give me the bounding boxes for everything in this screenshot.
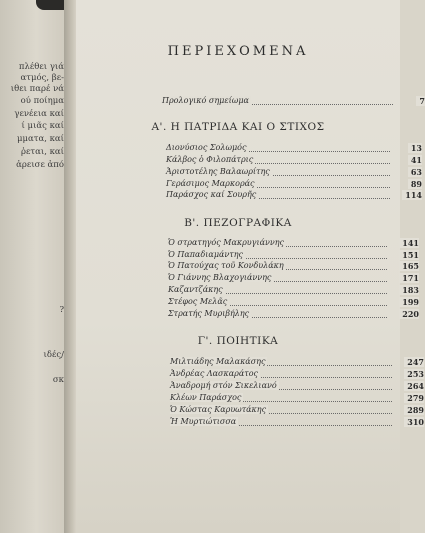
toc-entry-label: Καζαντζάκης [168,285,223,294]
toc-entry-page: 151 [399,250,419,260]
left-page-line: ῥεται, καί [21,147,64,157]
toc-entry-label: Κλέων Παράσχος [170,393,242,402]
left-page-line: γενέεια καί [14,109,64,119]
toc-entry [170,369,424,381]
left-page-line: μματα, καί [16,134,64,144]
left-page-line: ἀρεισε ἀπό [16,160,64,170]
section-heading-a: Α'. Η ΠΑΤΡΙΔΑ ΚΑΙ Ο ΣΤΙΧΟΣ [151,121,325,133]
toc-entry-label: Ὁ Παπαδιαμάντης [168,250,243,259]
toc-entry-label: Ὁ Γιάννης Βλαχογιάννης [168,273,272,282]
toc-entry [170,417,424,429]
section-heading-c: Γ'. ΠΟΙΗΤΙΚΑ [197,335,279,347]
toc-entry-label: Στρατής Μυριβήλης [168,309,250,318]
toc-entry [170,381,424,393]
toc-entry [168,297,419,309]
toc-entry-label: Ὁ Κώστας Καρυωτάκης [170,405,267,414]
right-page [76,0,425,533]
section-heading-b: Β'. ΠΕΖΟΓΡΑΦΙΚΑ [184,217,292,229]
toc-entry-page: 253 [404,369,424,379]
toc-entry-label: Παράσχος καί Σουρῆς [166,190,257,199]
toc-entry [166,167,422,179]
toc-entry [170,405,424,417]
toc-entry [166,143,422,155]
left-page-line: ? [59,305,64,315]
toc-entry-label: Ἀριστοτέλης Βαλαωρίτης [166,167,270,176]
toc-entry [166,155,422,167]
toc-entry-label: Ὁ Πατούχας τοῦ Κονδυλάκη [168,261,284,270]
toc-entry-page: 63 [408,167,422,177]
left-page-line: πλέθει γιά [18,62,64,72]
toc-entry-page: 141 [399,238,419,248]
left-page-line: ί μιᾶς καί [21,121,64,131]
left-page [0,0,66,533]
toc-entry-page: 247 [404,357,424,367]
toc-entry-page: 7 [416,96,425,106]
toc-entry-page: 199 [399,297,419,307]
toc-entry-prologue [162,96,425,108]
toc-entry-label: Ὁ στρατηγός Μακρυγιάννης [168,238,284,247]
toc-entry [168,261,419,273]
toc-entry [168,238,419,250]
toc-entry [170,393,424,405]
left-page-line: ιδές/ [43,350,64,360]
toc-entry-label: Γεράσιμος Μαρκοράς [166,179,255,188]
toc-entry-page: 220 [399,309,419,319]
left-page-line: ού ποίημα [20,96,64,106]
toc-entry-page: 13 [408,143,422,153]
toc-entry-page: 264 [404,381,424,391]
toc-entry-label: Ἡ Μυρτιώτισσα [170,417,237,426]
toc-entry-page: 183 [399,285,419,295]
toc-entry [170,357,424,369]
toc-entry-page: 171 [399,273,419,283]
toc-entry-page: 114 [402,190,422,200]
toc-entry-page: 279 [404,393,424,403]
toc-entry [168,273,419,285]
toc-entry [168,309,419,321]
left-page-line: ιθει παρέ νά [10,84,64,94]
toc-entry-label: Διονύσιος Σολωμός [166,143,247,152]
toc-entry-page: 289 [404,405,424,415]
toc-entry-page: 310 [404,417,424,427]
toc-entry-page: 89 [408,179,422,189]
toc-entry-label: Κάλβος ὁ Φιλοπάτρις [166,155,254,164]
toc-entry-label: Μιλτιάδης Μαλακάσης [170,357,266,366]
toc-title: ΠΕΡΙΕΧΟΜΕΝΑ [167,44,309,59]
toc-entry-label: Ἀναδρομή στόν Σικελιανό [170,381,277,390]
toc-entry-label: Ἀνδρέας Λασκαράτος [170,369,258,378]
toc-entry [168,285,419,297]
toc-entry-label: Στέφος Μελᾶς [168,297,228,306]
left-page-line: σκ [52,375,64,385]
left-page-line: ατμός, βε- [20,73,64,83]
toc-entry-label: Προλογικό σημείωμα [162,96,249,105]
toc-entry-page: 165 [399,261,419,271]
toc-entry [166,190,422,202]
toc-entry-page: 41 [408,155,422,165]
